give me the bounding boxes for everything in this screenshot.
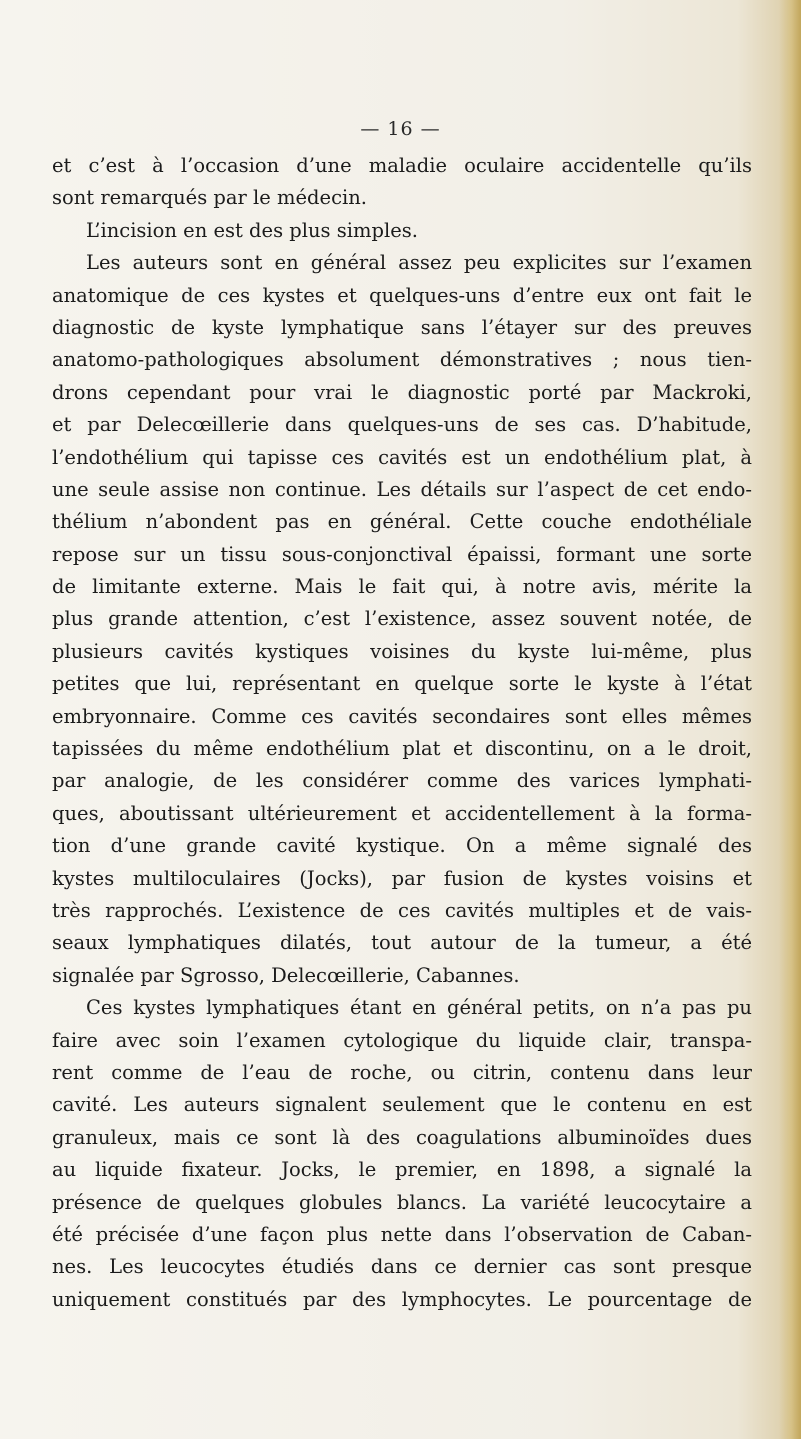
text-line: anatomo-pathologiques absolument démonstratives ; nous tien-: [52, 348, 752, 372]
text-line: diagnostic de kyste lymphatique sans l’étayer sur des preuves: [52, 315, 752, 339]
text-line: drons cependant pour vrai le diagnostic porté par Mackroki,: [52, 380, 752, 404]
text-line: repose sur un tissu sous-conjonctival épaissi, formant une sorte: [52, 542, 752, 566]
text-line: signalée par Sgrosso, Delecœillerie, Cabannes.: [52, 963, 520, 987]
text-line: une seule assise non continue. Les détails sur l’aspect de cet endo-: [52, 477, 752, 501]
page-number: — 16 —: [360, 118, 441, 140]
text-line: faire avec soin l’examen cytologique du liquide clair, transpa-: [52, 1028, 752, 1052]
text-line: plusieurs cavités kystiques voisines du kyste lui-même, plus: [52, 639, 752, 663]
text-line: thélium n’abondent pas en général. Cette couche endothéliale: [52, 510, 752, 534]
text-line: seaux lymphatiques dilatés, tout autour de la tumeur, a été: [52, 931, 752, 955]
text-line: par analogie, de les considérer comme des varices lymphati-: [52, 769, 752, 793]
text-line: l’endothélium qui tapisse ces cavités est un endothélium plat, à: [52, 445, 752, 469]
text-line: au liquide fixateur. Jocks, le premier, en 1898, a signalé la: [52, 1158, 752, 1182]
text-line: embryonnaire. Comme ces cavités secondaires sont elles mêmes: [52, 704, 752, 728]
text-line: plus grande attention, c’est l’existence, assez souvent notée, de: [52, 607, 752, 631]
body-text: [52, 150, 752, 1316]
text-line: tapissées du même endothélium plat et discontinu, on a le droit,: [52, 737, 752, 761]
text-line: présence de quelques globules blancs. La variété leucocytaire a: [52, 1190, 752, 1214]
text-line: uniquement constitués par des lymphocytes. Le pourcentage de: [52, 1287, 752, 1311]
text-line: granuleux, mais ce sont là des coagulations albuminoïdes dues: [52, 1125, 752, 1149]
text-line: été précisée d’une façon plus nette dans l’observation de Caban-: [52, 1222, 752, 1246]
text-line: tion d’une grande cavité kystique. On a même signalé des: [52, 834, 752, 858]
text-line: kystes multiloculaires (Jocks), par fusion de kystes voisins et: [52, 866, 752, 890]
text-line: L’incision en est des plus simples.: [86, 218, 418, 242]
page-edge-discoloration: [779, 0, 801, 1439]
text-line: sont remarqués par le médecin.: [52, 186, 367, 210]
text-line: Les auteurs sont en général assez peu explicites sur l’examen: [86, 251, 752, 275]
text-line: et c’est à l’occasion d’une maladie oculaire accidentelle qu’ils: [52, 154, 752, 177]
text-line: ques, aboutissant ultérieurement et accidentellement à la forma-: [52, 801, 752, 825]
text-line: de limitante externe. Mais le fait qui, à notre avis, mérite la: [52, 575, 752, 599]
text-line: petites que lui, représentant en quelque sorte le kyste à l’état: [52, 672, 752, 696]
text-line: nes. Les leucocytes étudiés dans ce dernier cas sont presque: [52, 1255, 752, 1279]
text-line: rent comme de l’eau de roche, ou citrin, contenu dans leur: [52, 1060, 752, 1084]
text-line: cavité. Les auteurs signalent seulement que le contenu en est: [52, 1093, 752, 1117]
text-line: Ces kystes lymphatiques étant en général petits, on n’a pas pu: [86, 996, 752, 1020]
text-line: et par Delecœillerie dans quelques-uns de ses cas. D’habitude,: [52, 413, 752, 437]
text-line: anatomique de ces kystes et quelques-uns d’entre eux ont fait le: [52, 283, 752, 307]
text-line: très rapprochés. L’existence de ces cavités multiples et de vais-: [52, 898, 752, 922]
